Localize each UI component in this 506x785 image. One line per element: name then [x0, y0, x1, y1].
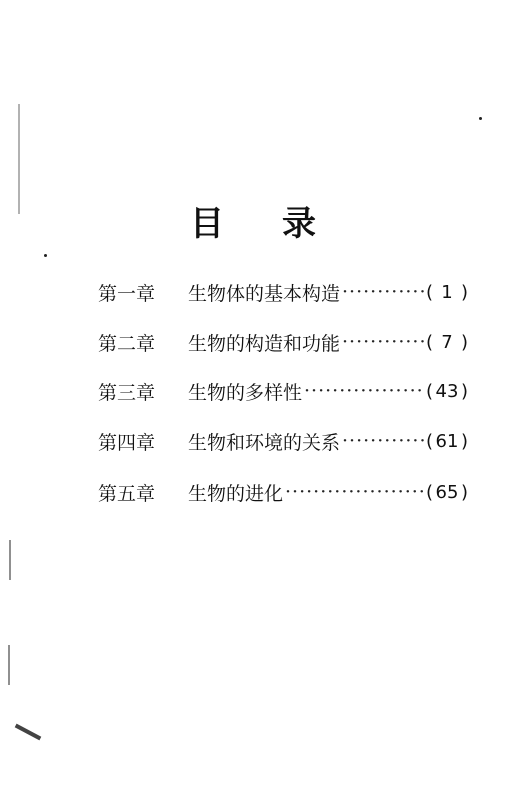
scan-edge-mark — [18, 104, 20, 214]
page-number: ( 65 ) — [425, 481, 468, 503]
dot-leader — [285, 481, 424, 503]
chapter-label: 第四章 — [98, 431, 156, 454]
page-title — [0, 196, 506, 245]
dot-leader — [342, 281, 424, 303]
chapter-label: 第一章 — [98, 282, 156, 305]
toc-entry — [98, 277, 468, 307]
chapter-title: 生物体的基本构造 — [188, 282, 341, 305]
page-number: ( 61 ) — [425, 430, 468, 452]
chapter-title: 生物的构造和功能 — [188, 332, 341, 355]
title-char-1: 目 — [190, 204, 282, 244]
chapter-label: 第三章 — [98, 381, 156, 404]
chapter-title: 生物的进化 — [188, 482, 284, 505]
page-number: ( 7 ) — [425, 331, 468, 353]
scan-smudge — [15, 724, 42, 741]
dot-leader — [304, 380, 424, 402]
chapter-title: 生物和环境的关系 — [188, 431, 341, 454]
page-number: ( 1 ) — [425, 281, 468, 303]
scan-edge-mark — [8, 645, 10, 685]
title-char-2: 录 — [282, 204, 374, 244]
toc-entry — [98, 477, 468, 507]
scan-dot — [44, 254, 47, 257]
chapter-title: 生物的多样性 — [188, 381, 303, 404]
chapter-label: 第五章 — [98, 482, 156, 505]
toc-entry — [98, 327, 468, 357]
toc-entry — [98, 376, 468, 406]
scan-edge-mark — [9, 540, 11, 580]
scan-dot — [479, 117, 482, 120]
chapter-label: 第二章 — [98, 332, 156, 355]
dot-leader — [342, 331, 424, 353]
dot-leader — [342, 430, 424, 452]
toc-entry — [98, 426, 468, 456]
page-number: ( 43 ) — [425, 380, 468, 402]
